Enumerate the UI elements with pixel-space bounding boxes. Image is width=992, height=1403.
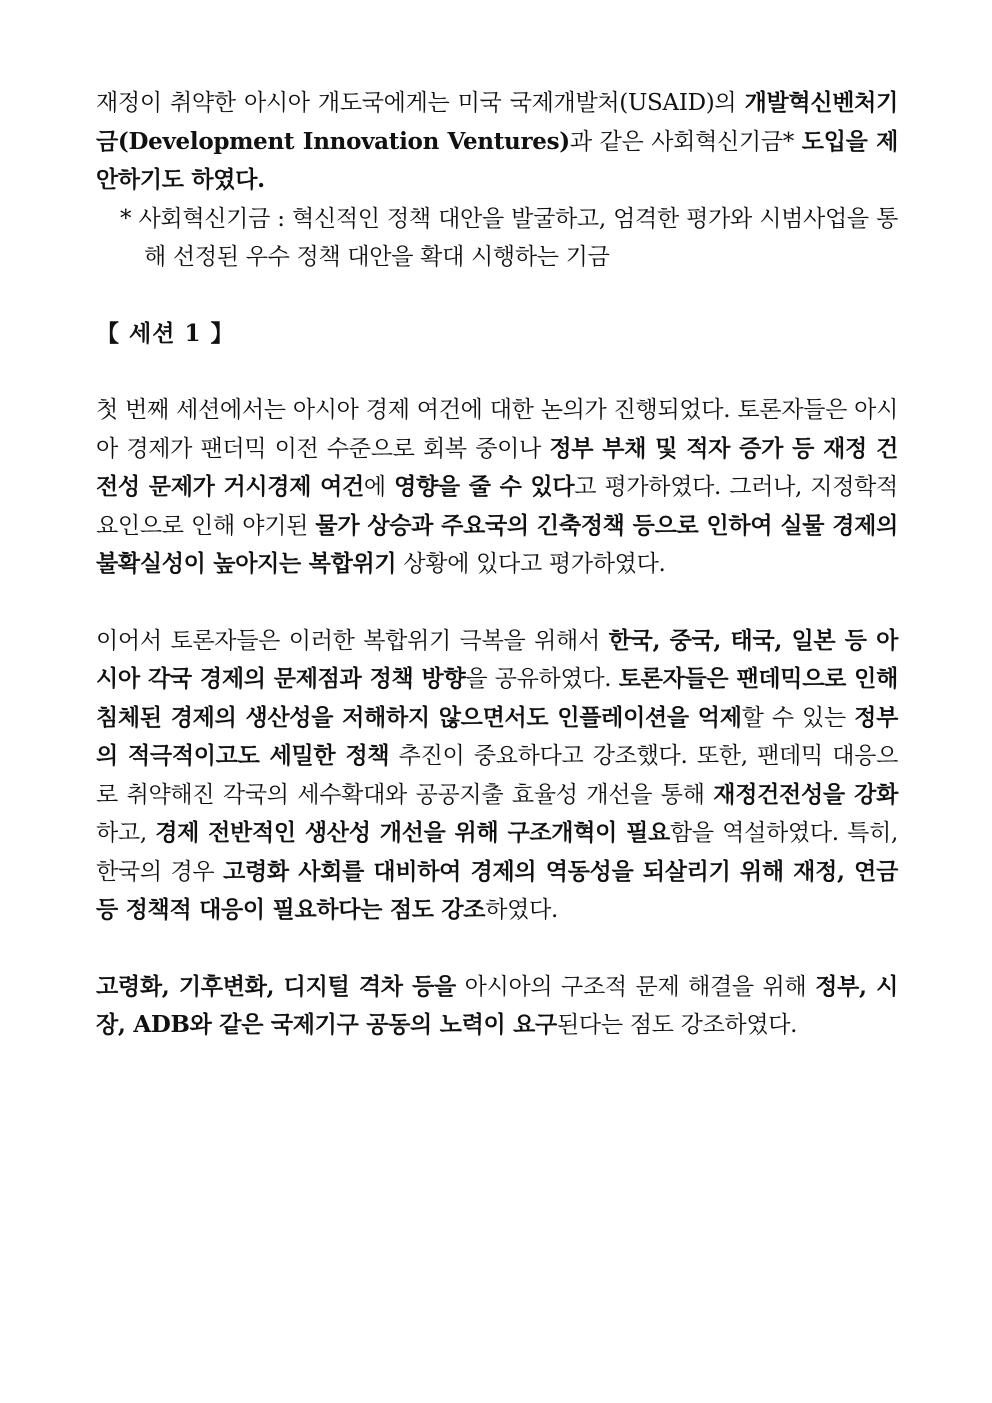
intro-text: 과 같은 사회혁신기금*: [569, 128, 802, 155]
paragraph-text: 첫 번째 세션에서는 아시아 경제 여건에 대한 논의가 진행되었다. 토론자들은 아시아 경제가 팬더믹 이전 수준으로 회복 중이나: [96, 397, 898, 462]
session-paragraph-2: [96, 622, 898, 930]
paragraph-bold-text: 고령화 사회를 대비하여 경제의 역동성을 되살리기 위해 재정, 연금 등 정책적 대응이 필요하다는 점도 강조: [96, 857, 898, 923]
paragraph-text: 아시아의 구조적 문제 해결을 위해: [455, 973, 816, 1000]
paragraph-bold-text: 토론자들은 팬데믹으로 인해 침체된 경제의 생산성을 저해하지 않으면서도 인플레이션을 억제: [96, 665, 899, 731]
paragraph-text: 을 공유하였다.: [465, 666, 619, 692]
paragraph-bold-text: 한국, 중국, 태국, 일본 등 아시아 각국 경제의 문제점과 정책 방향: [96, 626, 898, 692]
intro-bold-fund-name: 개발혁신벤처기금(Development Innovation Ventures): [96, 89, 898, 155]
paragraph-bold-text: 정부의 적극적이고도 세밀한 정책: [96, 703, 898, 769]
session-heading: 【 세션 1 】: [96, 319, 235, 347]
paragraph-text: 추진이 중요하다고 강조했다. 또한, 팬데믹 대응으로 취약해진 각국의 세수확대와 공공지출 효율성 개선을 통해: [96, 743, 899, 808]
intro-bold-proposal: 도입을 제안하기도 하였다.: [96, 127, 898, 193]
paragraph-bold-text: 정부 부채 및 적자 증가 등 재정 건전성 문제가 거시경제 여건: [96, 434, 898, 500]
intro-text: 재정이 취약한 아시아 개도국에게는 미국 국제개발처(USAID)의: [96, 90, 745, 116]
paragraph-bold-text: 고령화, 기후변화, 디지털 격차 등을: [96, 972, 456, 1000]
paragraph-text: 하고,: [96, 820, 156, 846]
paragraph-bold-text: 정부, 시장, ADB와 같은 국제기구 공동의 노력이 요구: [96, 972, 898, 1038]
paragraph-text: 에: [363, 474, 395, 500]
paragraph-gap: [96, 584, 898, 622]
paragraph-gap: [96, 930, 898, 968]
paragraph-text: 고 평가하였다. 그러나, 지정학적 요인으로 인해 야기된: [96, 474, 898, 539]
paragraph-text: 이어서 토론자들은 이러한 복합위기 극복을 위해서: [96, 627, 609, 654]
intro-paragraph: [96, 84, 898, 200]
paragraph-text: 할 수 있는: [741, 704, 855, 731]
paragraph-bold-text: 물가 상승과 주요국의 긴축정책 등으로 인하여 실물 경제의 불확실성이 높아지는 복합위기: [96, 511, 899, 577]
paragraph-text: 함을 역설하였다. 특히, 한국의 경우: [96, 820, 899, 885]
footnote: * 사회혁신기금 : 혁신적인 정책 대안을 발굴하고, 엄격한 평가와 시범사업을 통해 선정된 우수 정책 대안을 확대 시행하는 기금: [120, 205, 898, 270]
paragraph-bold-text: 재정건전성을 강화: [713, 780, 898, 808]
document-page: [96, 84, 898, 1045]
session-paragraph-3: [96, 968, 898, 1045]
paragraph-text: 하였다.: [485, 897, 558, 923]
session-paragraph-1: [96, 391, 898, 584]
paragraph-text: 상황에 있다고 평가하였다.: [396, 551, 666, 577]
paragraph-bold-text: 영향을 줄 수 있다: [394, 473, 575, 500]
paragraph-bold-text: 경제 전반적인 생산성 개선을 위해 구조개혁이 필요: [155, 819, 670, 846]
paragraph-text: 된다는 점도 강조하였다.: [556, 1012, 798, 1038]
